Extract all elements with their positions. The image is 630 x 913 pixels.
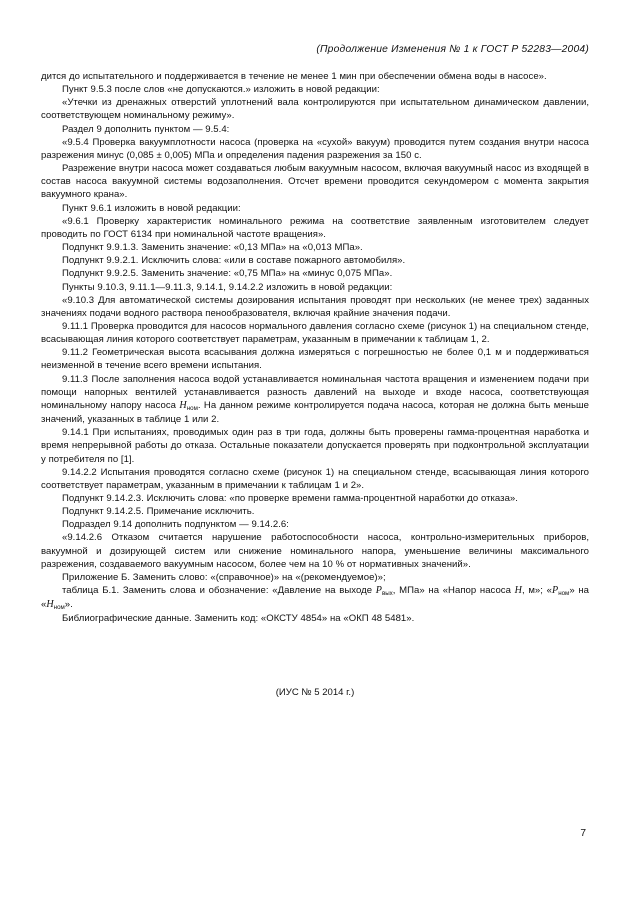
paragraph: Подпункт 9.14.2.3. Исключить слова: «по проверке времени гамма-процентной наработки до отказа».	[62, 493, 518, 504]
paragraph: Подпункт 9.9.1.3. Заменить значение: «0,13 МПа» на «0,013 МПа».	[62, 242, 363, 254]
page-number: 7	[580, 828, 586, 839]
segment-5: ».	[64, 599, 73, 611]
paragraph-table-b1	[41, 584, 589, 612]
paragraph: Пункт 9.6.1 изложить в новой редакции:	[62, 202, 241, 214]
paragraph: Приложение Б. Заменить слово: «(справочное)» на «(рекомендуемое)»;	[62, 571, 386, 583]
paragraph: Разрежение внутри насоса может создаваться любым вакуумным насосом, включая вакуумный насос из входящей в состав насоса вакуумной системы водозаполнения. Отсчет времени проводится секундомером с момента закрытия вакуумного крана».	[41, 163, 589, 201]
subscript-nom: ном	[186, 404, 198, 412]
paragraph: «9.6.1 Проверку характеристик номинального режима на соответствие заявленным изготовителем следует проводить по ГОСТ 6134 при номинальной частоте вращения».	[41, 215, 589, 240]
paragraph: «9.10.3 Для автоматической системы дозирования испытания проводят при нескольких (не менее трех) заданных значениях подачи водного раствора пенообразователя, включая крайние значения подачи.	[41, 294, 589, 319]
paragraph: Пункт 9.5.3 после слов «не допускаются.» изложить в новой редакции:	[62, 84, 380, 96]
issue-note: (ИУС № 5 2014 г.)	[275, 687, 355, 698]
paragraph-with-symbol	[41, 373, 589, 427]
paragraph: Библиографические данные. Заменить код: «ОКСТУ 4854» на «ОКП 48 5481».	[62, 613, 415, 625]
paragraph: Пункты 9.10.3, 9.11.1—9.11.3, 9.14.1, 9.14.2.2 изложить в новой редакции:	[62, 281, 393, 293]
subscript-vyh: вых	[381, 590, 393, 598]
paragraph: «9.14.2.6 Отказом считается нарушение работоспособности насоса, контрольно-измерительных приборов, вакуумной и дозирующей систем или снижение номинального напора, уменьшение величины максимального разрежения, создаваемого вакуумным насосом, более чем на 10 % от нормативных значений».	[41, 532, 589, 570]
paragraph: «Утечки из дренажных отверстий уплотнений вала контролируются при испытательном динамическом давлении, соответствующем номинальному режиму».	[41, 97, 589, 122]
paragraph-text-before: 9.11.3 После заполнения насоса водой устанавливается номинальная частота вращения и изменением подачи при помощи напорных вентилей устанавливается разность давлений на выходе и входе насоса, соответствующая номинальному напору насоса	[41, 373, 589, 411]
symbol-H: H	[514, 585, 522, 597]
symbol-P-vyh: P	[375, 585, 382, 597]
paragraph-text-after: . На данном режиме контролируется подача насоса, которая не должна быть меньше значений, указанных в таблице 1 или 2.	[41, 399, 589, 426]
segment-4: » на «	[41, 585, 589, 611]
segment-1: таблица Б.1. Заменить слова и обозначение: «Давление на выходе	[62, 585, 376, 597]
symbol-H-nom: H	[46, 599, 54, 611]
running-head: (Продолжение Изменения № 1 к ГОСТ Р 52283—2004)	[316, 44, 589, 55]
paragraph: 9.11.2 Геометрическая высота всасывания должна измеряться с погрешностью не более 0,1 м и поддерживаться неизменной в течение всего времени испытания.	[41, 347, 589, 372]
subscript-nom: ном	[53, 604, 65, 612]
paragraph: Раздел 9 дополнить пунктом — 9.5.4:	[62, 123, 230, 135]
paragraph: Подраздел 9.14 дополнить подпунктом — 9.14.2.6:	[62, 519, 289, 531]
symbol-H: H	[179, 399, 187, 411]
subscript-nom: ном	[558, 590, 570, 598]
paragraph: Подпункт 9.9.2.5. Заменить значение: «0,75 МПа» на «минус 0,075 МПа».	[62, 268, 393, 280]
segment-3: , м»; «	[521, 585, 552, 597]
paragraph: Подпункт 9.14.2.5. Примечание исключить.	[62, 506, 255, 518]
paragraph: 9.11.1 Проверка проводится для насосов нормального давления согласно схеме (рисунок 1) на специальном стенде, всасывающая линия которого соответствует параметрам, указанным в примечании к таблицам 1, 2.	[41, 320, 589, 346]
segment-2: , МПа» на «Напор насоса	[392, 585, 515, 597]
paragraph: 9.14.1 При испытаниях, проводимых один раз в три года, должны быть проверены гамма-процентная наработка и время непрерывной работы до отказа. Остальные показатели допускается проверять при подконтрольной эксплуатации у потребителя по [1].	[41, 427, 589, 465]
paragraph: 9.14.2.2 Испытания проводятся согласно схеме (рисунок 1) на специальном стенде, всасывающая линия которого соответствует параметрам, указанным в примечании к таблицам 1 и 2».	[41, 466, 589, 491]
paragraph: дится до испытательного и поддерживается в течение не менее 1 мин при обеспечении обмена воды в насосе».	[41, 71, 547, 82]
paragraph: «9.5.4 Проверка вакуумплотности насоса (проверка на «сухой» вакуум) проводится путем создания внутри насоса разрежения минус (0,085 ± 0,005) МПа и определения падения разрежения за 150 с.	[41, 136, 589, 161]
paragraph: Подпункт 9.9.2.1. Исключить слова: «или в составе пожарного автомобиля».	[62, 255, 406, 267]
symbol-P-nom: P	[551, 585, 559, 597]
document-body	[41, 70, 589, 626]
